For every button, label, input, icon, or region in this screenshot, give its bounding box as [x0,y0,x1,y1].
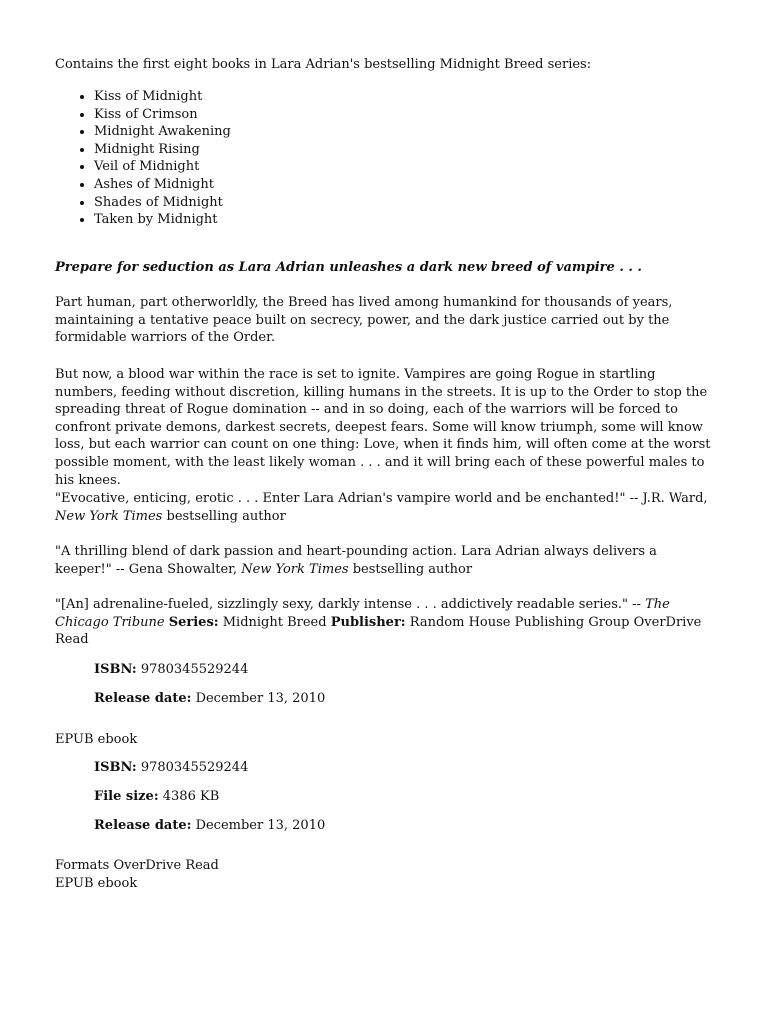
publication-name: New York Times [55,508,163,524]
formats-list [55,857,715,892]
list-item: • Kiss of Midnight [94,88,231,106]
epub-heading: EPUB ebook [55,732,138,747]
list-item: • Midnight Awakening [94,123,231,141]
format-item: Formats OverDrive Read [55,858,219,873]
series-label: Series: [168,614,219,630]
epub-isbn [94,759,248,777]
quote-text: "A thrilling blend of dark passion and heart-pounding action. Lara Adrian always delivers a keeper!" -- Gena Showalter, [55,544,657,577]
quote-suffix: bestselling author [162,508,286,524]
intro-text: Contains the first eight books in Lara Adrian's bestselling Midnight Breed series: [55,57,592,72]
book-list [55,88,231,229]
tagline: Prepare for seduction as Lara Adrian unleashes a dark new breed of vampire . . . [55,260,642,275]
list-item: • Ashes of Midnight [94,176,231,194]
series-value: Midnight Breed [222,614,327,630]
release-value: December 13, 2010 [195,818,326,833]
file-size-label: File size: [94,789,159,804]
quote-text: "Evocative, enticing, erotic . . . Enter Lara Adrian's vampire world and be enchanted!" -- J.R. Ward, [55,491,708,506]
list-item: • Shades of Midnight [94,194,231,212]
format-item: EPUB ebook [55,875,138,891]
file-size-value: 4386 KB [162,789,220,804]
overdrive-isbn [94,661,248,679]
release-label: Release date: [94,818,192,833]
review-quote-1 [55,490,715,525]
list-item: • Kiss of Crimson [94,106,231,124]
review-quote-2 [55,543,715,578]
list-item: • Taken by Midnight [94,211,231,229]
publication-name: New York Times [241,561,349,577]
quote-text: "[An] adrenaline-fueled, sizzlingly sexy, darkly intense . . . addictively readable series." -- [55,597,646,612]
isbn-value: 9780345529244 [140,662,249,677]
review-quote-3 [55,596,715,649]
list-item: • Veil of Midnight [94,158,231,176]
list-item: • Midnight Rising [94,141,231,159]
quote-suffix: bestselling author [348,561,473,577]
release-value: December 13, 2010 [195,691,326,706]
epub-release-date [94,817,325,835]
epub-file-size [94,788,219,806]
description-paragraph-2: But now, a blood war within the race is set to ignite. Vampires are going Rogue in startling numbers, feeding without discretion, killing humans in the streets. It is up to the Order to stop the spreading threat of Rogue domination -- and in so doing, each of the warriors will be forced to confront private demons, darkest secrets, deepest fears. Some will know triumph, some will know loss, but each warrior can count on one thing: Love, when it finds him, will often come at the worst possible moment, with the least likely woman . . . and it will bring each of these powerful males to his knees. [55,367,711,488]
overdrive-release-date [94,690,325,708]
publication-name: The Chicago Tribune [55,597,670,630]
release-label: Release date: [94,691,192,706]
publisher-label: Publisher: [330,614,406,630]
publisher-value: Random House Publishing Group OverDrive Read [55,614,702,648]
isbn-label: ISBN: [94,662,137,677]
description-paragraph-1: Part human, part otherworldly, the Breed has lived among humankind for thousands of years, maintaining a tentative peace built on secrecy, power, and the dark justice carried out by the formidable warriors of the Order. [55,295,673,346]
isbn-label: ISBN: [94,760,137,775]
isbn-value: 9780345529244 [140,760,249,775]
